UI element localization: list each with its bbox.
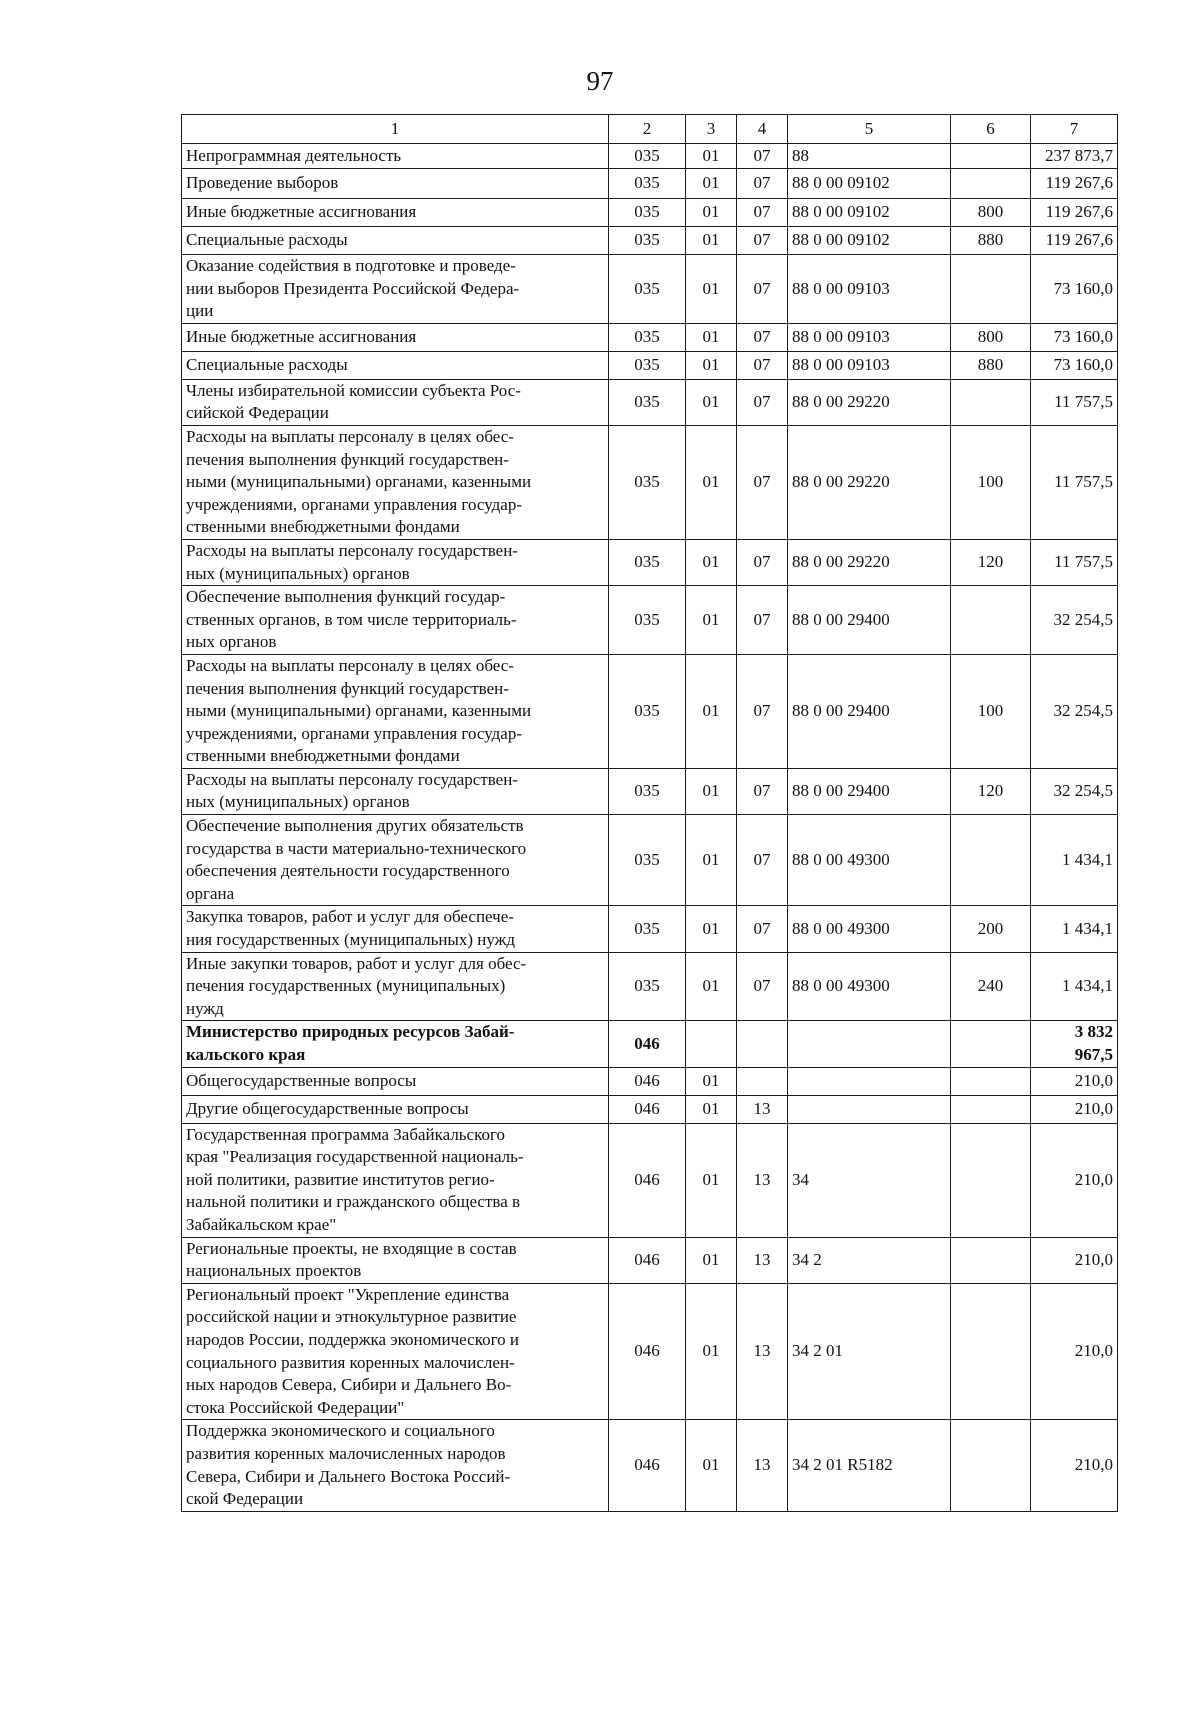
row-name: Расходы на выплаты персоналу государствен- ных (муниципальных) органов bbox=[182, 768, 609, 814]
row-amount: 237 873,7 bbox=[1031, 144, 1118, 169]
row-amount: 210,0 bbox=[1031, 1420, 1118, 1511]
row-rz-code: 01 bbox=[686, 199, 737, 227]
row-vr-code: 800 bbox=[951, 323, 1031, 351]
table-row bbox=[182, 768, 1118, 814]
row-gr-code: 035 bbox=[609, 539, 686, 585]
row-csr-code bbox=[788, 1021, 951, 1067]
row-name: Расходы на выплаты персоналу в целях обес- печения выполнения функций государствен- ными (муниципальными) органами, казенными учреждениями, органами управления государ- ственными внебюджетными фондами bbox=[182, 654, 609, 768]
row-csr-code: 34 2 bbox=[788, 1237, 951, 1283]
row-gr-code: 035 bbox=[609, 379, 686, 425]
row-csr-code: 34 2 01 bbox=[788, 1283, 951, 1420]
row-csr-code: 88 0 00 49300 bbox=[788, 815, 951, 906]
row-name: Специальные расходы bbox=[182, 227, 609, 255]
row-vr-code: 240 bbox=[951, 952, 1031, 1021]
row-amount: 32 254,5 bbox=[1031, 654, 1118, 768]
row-name: Обеспечение выполнения функций государ- ственных органов, в том числе территориаль- ных органов bbox=[182, 586, 609, 655]
row-pr-code: 07 bbox=[737, 906, 788, 952]
row-name: Региональный проект "Укрепление единства российской нации и этнокультурное развитие народов России, поддержка экономического и социального развития коренных малочислен- ных народов Севера, Сибири и Дальнего Во- стока Российской Федерации" bbox=[182, 1283, 609, 1420]
row-amount: 73 160,0 bbox=[1031, 323, 1118, 351]
row-name: Расходы на выплаты персоналу в целях обес- печения выполнения функций государствен- ными (муниципальными) органами, казенными учреждениями, органами управления государ- ственными внебюджетными фондами bbox=[182, 425, 609, 539]
row-vr-code bbox=[951, 379, 1031, 425]
row-csr-code: 88 0 00 09102 bbox=[788, 169, 951, 199]
row-pr-code: 07 bbox=[737, 323, 788, 351]
row-gr-code: 035 bbox=[609, 815, 686, 906]
row-pr-code: 13 bbox=[737, 1283, 788, 1420]
header-cell-2: 2 bbox=[609, 115, 686, 144]
row-amount: 119 267,6 bbox=[1031, 199, 1118, 227]
row-gr-code: 035 bbox=[609, 169, 686, 199]
row-csr-code: 88 0 00 29220 bbox=[788, 379, 951, 425]
row-rz-code: 01 bbox=[686, 255, 737, 324]
row-rz-code: 01 bbox=[686, 906, 737, 952]
row-rz-code: 01 bbox=[686, 586, 737, 655]
header-cell-5: 5 bbox=[788, 115, 951, 144]
row-pr-code: 13 bbox=[737, 1123, 788, 1237]
row-amount: 11 757,5 bbox=[1031, 425, 1118, 539]
row-gr-code: 035 bbox=[609, 906, 686, 952]
row-pr-code: 13 bbox=[737, 1420, 788, 1511]
row-amount: 119 267,6 bbox=[1031, 227, 1118, 255]
row-vr-code bbox=[951, 144, 1031, 169]
row-rz-code: 01 bbox=[686, 379, 737, 425]
row-pr-code: 07 bbox=[737, 654, 788, 768]
row-vr-code bbox=[951, 1283, 1031, 1420]
row-amount: 210,0 bbox=[1031, 1095, 1118, 1123]
row-gr-code: 035 bbox=[609, 255, 686, 324]
table-row bbox=[182, 1237, 1118, 1283]
row-amount: 11 757,5 bbox=[1031, 539, 1118, 585]
row-csr-code: 34 bbox=[788, 1123, 951, 1237]
table-row bbox=[182, 199, 1118, 227]
row-name: Министерство природных ресурсов Забай- кальского края bbox=[182, 1021, 609, 1067]
row-csr-code: 88 0 00 09102 bbox=[788, 199, 951, 227]
row-amount: 210,0 bbox=[1031, 1283, 1118, 1420]
row-csr-code: 88 0 00 29220 bbox=[788, 539, 951, 585]
row-pr-code: 07 bbox=[737, 169, 788, 199]
row-name: Закупка товаров, работ и услуг для обеспече- ния государственных (муниципальных) нужд bbox=[182, 906, 609, 952]
row-pr-code: 13 bbox=[737, 1237, 788, 1283]
row-name: Непрограммная деятельность bbox=[182, 144, 609, 169]
header-cell-3: 3 bbox=[686, 115, 737, 144]
row-gr-code: 035 bbox=[609, 654, 686, 768]
row-rz-code: 01 bbox=[686, 1067, 737, 1095]
row-pr-code bbox=[737, 1021, 788, 1067]
row-rz-code: 01 bbox=[686, 768, 737, 814]
row-gr-code: 046 bbox=[609, 1123, 686, 1237]
table-row bbox=[182, 1095, 1118, 1123]
row-vr-code: 800 bbox=[951, 199, 1031, 227]
row-gr-code: 035 bbox=[609, 227, 686, 255]
row-vr-code: 100 bbox=[951, 654, 1031, 768]
row-name: Общегосударственные вопросы bbox=[182, 1067, 609, 1095]
row-name: Расходы на выплаты персоналу государствен- ных (муниципальных) органов bbox=[182, 539, 609, 585]
budget-table bbox=[181, 114, 1118, 1512]
row-name: Поддержка экономического и социального развития коренных малочисленных народов Севера, Сибири и Дальнего Востока Россий- ской Федерации bbox=[182, 1420, 609, 1511]
row-vr-code bbox=[951, 1067, 1031, 1095]
row-rz-code: 01 bbox=[686, 1420, 737, 1511]
table-row bbox=[182, 255, 1118, 324]
row-gr-code: 046 bbox=[609, 1067, 686, 1095]
row-amount: 32 254,5 bbox=[1031, 586, 1118, 655]
page-number: 97 bbox=[586, 66, 614, 96]
row-csr-code: 88 bbox=[788, 144, 951, 169]
table-row bbox=[182, 906, 1118, 952]
table-row bbox=[182, 1123, 1118, 1237]
row-rz-code: 01 bbox=[686, 952, 737, 1021]
row-pr-code: 07 bbox=[737, 144, 788, 169]
row-gr-code: 046 bbox=[609, 1420, 686, 1511]
table-row bbox=[182, 952, 1118, 1021]
row-name: Проведение выборов bbox=[182, 169, 609, 199]
row-gr-code: 035 bbox=[609, 144, 686, 169]
row-gr-code: 046 bbox=[609, 1283, 686, 1420]
row-rz-code: 01 bbox=[686, 323, 737, 351]
row-rz-code: 01 bbox=[686, 1123, 737, 1237]
row-pr-code: 07 bbox=[737, 952, 788, 1021]
row-pr-code: 13 bbox=[737, 1095, 788, 1123]
row-gr-code: 035 bbox=[609, 351, 686, 379]
row-csr-code bbox=[788, 1095, 951, 1123]
row-amount: 210,0 bbox=[1031, 1237, 1118, 1283]
table-row bbox=[182, 323, 1118, 351]
row-name: Иные бюджетные ассигнования bbox=[182, 199, 609, 227]
table-row bbox=[182, 1067, 1118, 1095]
row-pr-code: 07 bbox=[737, 227, 788, 255]
row-pr-code bbox=[737, 1067, 788, 1095]
row-vr-code: 880 bbox=[951, 351, 1031, 379]
row-gr-code: 035 bbox=[609, 323, 686, 351]
row-pr-code: 07 bbox=[737, 199, 788, 227]
row-csr-code: 88 0 00 29400 bbox=[788, 768, 951, 814]
row-amount: 1 434,1 bbox=[1031, 906, 1118, 952]
row-vr-code bbox=[951, 1021, 1031, 1067]
row-vr-code: 120 bbox=[951, 768, 1031, 814]
row-name: Члены избирательной комиссии субъекта Рос- сийской Федерации bbox=[182, 379, 609, 425]
row-vr-code bbox=[951, 815, 1031, 906]
row-gr-code: 046 bbox=[609, 1095, 686, 1123]
row-rz-code: 01 bbox=[686, 227, 737, 255]
row-gr-code: 035 bbox=[609, 952, 686, 1021]
row-csr-code: 88 0 00 09102 bbox=[788, 227, 951, 255]
row-csr-code: 88 0 00 29220 bbox=[788, 425, 951, 539]
header-cell-4: 4 bbox=[737, 115, 788, 144]
table-row bbox=[182, 144, 1118, 169]
table-body bbox=[182, 144, 1118, 1512]
row-rz-code bbox=[686, 1021, 737, 1067]
row-gr-code: 035 bbox=[609, 199, 686, 227]
row-amount: 1 434,1 bbox=[1031, 952, 1118, 1021]
row-amount: 119 267,6 bbox=[1031, 169, 1118, 199]
header-cell-1: 1 bbox=[182, 115, 609, 144]
row-rz-code: 01 bbox=[686, 1283, 737, 1420]
table-row bbox=[182, 1420, 1118, 1511]
table-row bbox=[182, 1021, 1118, 1067]
row-rz-code: 01 bbox=[686, 351, 737, 379]
table-row bbox=[182, 1283, 1118, 1420]
row-vr-code bbox=[951, 169, 1031, 199]
row-amount: 1 434,1 bbox=[1031, 815, 1118, 906]
table-row bbox=[182, 227, 1118, 255]
row-pr-code: 07 bbox=[737, 586, 788, 655]
row-vr-code: 120 bbox=[951, 539, 1031, 585]
row-amount: 3 832 967,5 bbox=[1031, 1021, 1118, 1067]
row-vr-code: 100 bbox=[951, 425, 1031, 539]
row-csr-code: 88 0 00 29400 bbox=[788, 586, 951, 655]
table-row bbox=[182, 351, 1118, 379]
row-vr-code bbox=[951, 1420, 1031, 1511]
row-csr-code: 88 0 00 09103 bbox=[788, 351, 951, 379]
row-rz-code: 01 bbox=[686, 539, 737, 585]
row-name: Обеспечение выполнения других обязательств государства в части материально-технического обеспечения деятельности государственного органа bbox=[182, 815, 609, 906]
table-row bbox=[182, 539, 1118, 585]
table-row bbox=[182, 654, 1118, 768]
row-name: Региональные проекты, не входящие в состав национальных проектов bbox=[182, 1237, 609, 1283]
row-name: Иные бюджетные ассигнования bbox=[182, 323, 609, 351]
row-name: Специальные расходы bbox=[182, 351, 609, 379]
table-row bbox=[182, 586, 1118, 655]
row-csr-code: 88 0 00 49300 bbox=[788, 906, 951, 952]
row-rz-code: 01 bbox=[686, 1095, 737, 1123]
row-amount: 210,0 bbox=[1031, 1123, 1118, 1237]
row-amount: 32 254,5 bbox=[1031, 768, 1118, 814]
row-pr-code: 07 bbox=[737, 539, 788, 585]
row-amount: 73 160,0 bbox=[1031, 255, 1118, 324]
row-vr-code bbox=[951, 1123, 1031, 1237]
row-csr-code: 88 0 00 09103 bbox=[788, 255, 951, 324]
row-csr-code: 88 0 00 09103 bbox=[788, 323, 951, 351]
header-cell-6: 6 bbox=[951, 115, 1031, 144]
table-row bbox=[182, 169, 1118, 199]
row-name: Иные закупки товаров, работ и услуг для обес- печения государственных (муниципальных) нужд bbox=[182, 952, 609, 1021]
row-rz-code: 01 bbox=[686, 815, 737, 906]
header-cell-7: 7 bbox=[1031, 115, 1118, 144]
row-gr-code: 035 bbox=[609, 768, 686, 814]
row-name: Государственная программа Забайкальского края "Реализация государственной националь- ной политики, развитие институтов регио- нальной политики и гражданского общества в Забайкальском крае" bbox=[182, 1123, 609, 1237]
row-vr-code: 880 bbox=[951, 227, 1031, 255]
row-name: Другие общегосударственные вопросы bbox=[182, 1095, 609, 1123]
row-name: Оказание содействия в подготовке и проведе- нии выборов Президента Российской Федера- ции bbox=[182, 255, 609, 324]
row-rz-code: 01 bbox=[686, 654, 737, 768]
row-vr-code bbox=[951, 586, 1031, 655]
row-gr-code: 035 bbox=[609, 586, 686, 655]
row-amount: 73 160,0 bbox=[1031, 351, 1118, 379]
row-rz-code: 01 bbox=[686, 144, 737, 169]
table-row bbox=[182, 379, 1118, 425]
row-pr-code: 07 bbox=[737, 351, 788, 379]
row-amount: 11 757,5 bbox=[1031, 379, 1118, 425]
row-gr-code: 046 bbox=[609, 1021, 686, 1067]
header-row bbox=[182, 115, 1118, 144]
row-csr-code: 88 0 00 49300 bbox=[788, 952, 951, 1021]
row-rz-code: 01 bbox=[686, 1237, 737, 1283]
table-row bbox=[182, 815, 1118, 906]
row-csr-code bbox=[788, 1067, 951, 1095]
row-gr-code: 046 bbox=[609, 1237, 686, 1283]
row-pr-code: 07 bbox=[737, 425, 788, 539]
row-vr-code bbox=[951, 1237, 1031, 1283]
row-csr-code: 88 0 00 29400 bbox=[788, 654, 951, 768]
row-rz-code: 01 bbox=[686, 169, 737, 199]
row-vr-code bbox=[951, 1095, 1031, 1123]
row-amount: 210,0 bbox=[1031, 1067, 1118, 1095]
row-rz-code: 01 bbox=[686, 425, 737, 539]
row-gr-code: 035 bbox=[609, 425, 686, 539]
row-pr-code: 07 bbox=[737, 255, 788, 324]
row-pr-code: 07 bbox=[737, 815, 788, 906]
row-pr-code: 07 bbox=[737, 379, 788, 425]
row-vr-code: 200 bbox=[951, 906, 1031, 952]
row-pr-code: 07 bbox=[737, 768, 788, 814]
table-row bbox=[182, 425, 1118, 539]
row-csr-code: 34 2 01 R5182 bbox=[788, 1420, 951, 1511]
row-vr-code bbox=[951, 255, 1031, 324]
